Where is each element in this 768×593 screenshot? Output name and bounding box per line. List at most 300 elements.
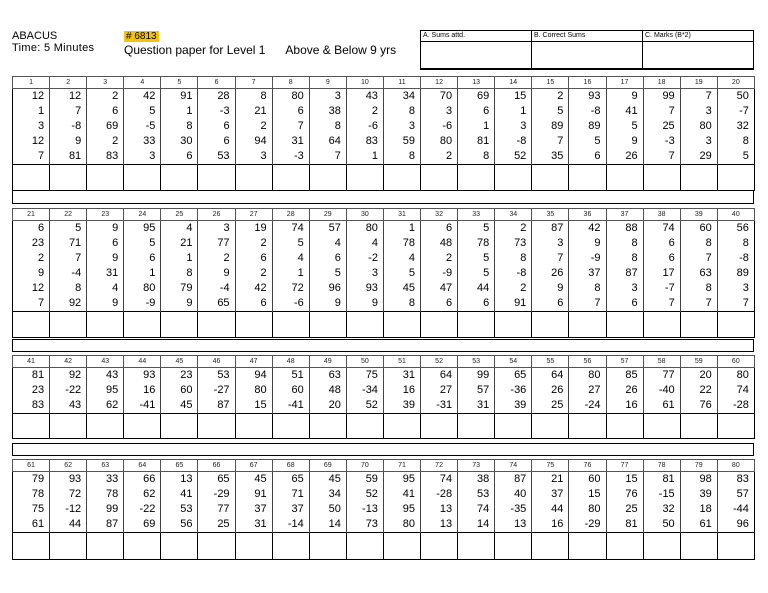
- number-cell: 31: [272, 134, 309, 149]
- number-cell: -29: [569, 517, 606, 533]
- time-label: Time: 5 Minutes: [12, 42, 95, 54]
- answer-box[interactable]: [198, 312, 235, 338]
- number-cell: 4: [383, 251, 420, 266]
- number-cell: 7: [643, 296, 680, 312]
- question-number: 59: [680, 356, 717, 368]
- number-cell: 87: [532, 221, 569, 237]
- number-cell: 98: [680, 472, 717, 488]
- answer-box[interactable]: [161, 312, 198, 338]
- answer-box[interactable]: [495, 414, 532, 439]
- number-cell: 80: [569, 502, 606, 517]
- number-cell: 59: [383, 134, 420, 149]
- number-cell: 2: [421, 149, 458, 165]
- question-number: 64: [124, 460, 161, 472]
- number-cell: 87: [87, 517, 124, 533]
- answer-box[interactable]: [50, 533, 87, 560]
- number-cell: 42: [124, 89, 161, 105]
- number-cell: 62: [87, 398, 124, 414]
- number-cell: 37: [532, 487, 569, 502]
- marks-field-correct-sums[interactable]: [532, 42, 643, 70]
- number-cell: 96: [717, 517, 754, 533]
- number-cell: -41: [272, 398, 309, 414]
- number-cell: -34: [346, 383, 383, 398]
- number-cell: 18: [680, 502, 717, 517]
- answer-box[interactable]: [532, 312, 569, 338]
- number-cell: 7: [50, 104, 87, 119]
- number-cell: 5: [458, 266, 495, 281]
- number-cell: 21: [532, 472, 569, 488]
- answer-box[interactable]: [680, 312, 717, 338]
- number-cell: -8: [717, 251, 754, 266]
- number-cell: 2: [495, 281, 532, 296]
- question-number: 9: [309, 77, 346, 89]
- number-cell: 1: [272, 266, 309, 281]
- number-cell: 6: [124, 251, 161, 266]
- number-cell: 23: [13, 236, 50, 251]
- number-cell: 43: [87, 368, 124, 384]
- answer-box[interactable]: [309, 165, 346, 191]
- number-cell: 8: [383, 149, 420, 165]
- number-cell: 8: [161, 266, 198, 281]
- number-cell: -3: [198, 104, 235, 119]
- number-cell: 38: [458, 472, 495, 488]
- number-cell: 7: [309, 149, 346, 165]
- answer-box[interactable]: [532, 533, 569, 560]
- number-cell: 83: [717, 472, 754, 488]
- number-cell: 2: [421, 251, 458, 266]
- answer-box[interactable]: [50, 312, 87, 338]
- marks-field-marks[interactable]: [643, 42, 754, 70]
- number-cell: 48: [421, 236, 458, 251]
- number-cell: 60: [272, 383, 309, 398]
- answer-box[interactable]: [309, 414, 346, 439]
- answer-box[interactable]: [680, 414, 717, 439]
- number-cell: 14: [309, 517, 346, 533]
- question-number: 77: [606, 460, 643, 472]
- answer-box[interactable]: [421, 312, 458, 338]
- answer-box[interactable]: [606, 533, 643, 560]
- answer-box[interactable]: [124, 165, 161, 191]
- number-cell: 64: [532, 368, 569, 384]
- number-cell: -12: [50, 502, 87, 517]
- answer-box[interactable]: [50, 165, 87, 191]
- number-row: [13, 502, 755, 517]
- answer-box[interactable]: [383, 414, 420, 439]
- answer-box[interactable]: [272, 414, 309, 439]
- answer-box[interactable]: [235, 165, 272, 191]
- number-cell: 74: [643, 221, 680, 237]
- number-cell: 87: [495, 472, 532, 488]
- number-cell: 3: [198, 221, 235, 237]
- number-row: [13, 149, 755, 165]
- answer-box[interactable]: [569, 312, 606, 338]
- question-number: 21: [13, 209, 50, 221]
- answer-box[interactable]: [643, 312, 680, 338]
- answer-box[interactable]: [13, 312, 50, 338]
- number-cell: 27: [421, 383, 458, 398]
- answer-box[interactable]: [717, 414, 754, 439]
- number-cell: 13: [495, 517, 532, 533]
- number-cell: 5: [606, 119, 643, 134]
- question-number: 15: [532, 77, 569, 89]
- number-cell: 3: [606, 281, 643, 296]
- number-cell: -4: [50, 266, 87, 281]
- number-cell: 1: [346, 149, 383, 165]
- answer-box[interactable]: [235, 312, 272, 338]
- number-cell: 5: [50, 221, 87, 237]
- answer-box[interactable]: [50, 414, 87, 439]
- number-cell: 80: [383, 517, 420, 533]
- number-cell: 79: [13, 472, 50, 488]
- question-number: 33: [458, 209, 495, 221]
- number-cell: 6: [161, 149, 198, 165]
- answer-box[interactable]: [124, 414, 161, 439]
- number-cell: 83: [87, 149, 124, 165]
- number-cell: 92: [50, 368, 87, 384]
- number-cell: 50: [643, 517, 680, 533]
- number-cell: 5: [272, 236, 309, 251]
- marks-col-marks: C. Marks (B*2): [643, 31, 754, 42]
- answer-box[interactable]: [161, 533, 198, 560]
- number-cell: 22: [680, 383, 717, 398]
- number-cell: 38: [309, 104, 346, 119]
- answer-box[interactable]: [272, 165, 309, 191]
- number-cell: 9: [87, 221, 124, 237]
- number-cell: 3: [680, 104, 717, 119]
- question-number: 27: [235, 209, 272, 221]
- number-cell: 88: [606, 221, 643, 237]
- number-cell: -8: [495, 266, 532, 281]
- number-cell: 59: [346, 472, 383, 488]
- answer-box[interactable]: [680, 165, 717, 191]
- number-cell: -28: [421, 487, 458, 502]
- number-cell: 4: [87, 281, 124, 296]
- number-cell: 45: [235, 472, 272, 488]
- answer-box[interactable]: [198, 165, 235, 191]
- answer-box[interactable]: [569, 414, 606, 439]
- number-cell: 2: [235, 236, 272, 251]
- number-cell: 6: [606, 296, 643, 312]
- answer-box[interactable]: [235, 414, 272, 439]
- number-cell: 6: [643, 251, 680, 266]
- answer-box[interactable]: [87, 533, 124, 560]
- number-cell: 12: [50, 89, 87, 105]
- number-cell: 80: [717, 368, 754, 384]
- question-number: 4: [124, 77, 161, 89]
- number-cell: 16: [383, 383, 420, 398]
- answer-box[interactable]: [124, 312, 161, 338]
- number-cell: 5: [124, 236, 161, 251]
- number-cell: 87: [198, 398, 235, 414]
- number-cell: 9: [309, 296, 346, 312]
- answer-box[interactable]: [309, 312, 346, 338]
- answer-box[interactable]: [421, 165, 458, 191]
- number-cell: 17: [643, 266, 680, 281]
- answer-box[interactable]: [87, 165, 124, 191]
- answer-box[interactable]: [532, 414, 569, 439]
- number-cell: 72: [50, 487, 87, 502]
- number-cell: -7: [717, 104, 754, 119]
- number-cell: 60: [680, 221, 717, 237]
- answer-box[interactable]: [569, 533, 606, 560]
- number-cell: 85: [606, 368, 643, 384]
- number-cell: 91: [161, 89, 198, 105]
- number-cell: 95: [383, 472, 420, 488]
- number-cell: 3: [495, 119, 532, 134]
- number-cell: 42: [235, 281, 272, 296]
- number-cell: 27: [569, 383, 606, 398]
- answer-box[interactable]: [606, 414, 643, 439]
- answer-box[interactable]: [383, 165, 420, 191]
- number-row: [13, 89, 755, 105]
- question-number: 34: [495, 209, 532, 221]
- number-cell: 6: [198, 119, 235, 134]
- question-number: 31: [383, 209, 420, 221]
- number-cell: 43: [346, 89, 383, 105]
- number-cell: 87: [606, 266, 643, 281]
- number-row: [13, 119, 755, 134]
- number-cell: 78: [87, 487, 124, 502]
- question-number: 47: [235, 356, 272, 368]
- answer-box[interactable]: [87, 312, 124, 338]
- number-cell: 28: [198, 89, 235, 105]
- number-cell: 45: [161, 398, 198, 414]
- answer-box[interactable]: [346, 414, 383, 439]
- answer-box[interactable]: [161, 414, 198, 439]
- question-number: 55: [532, 356, 569, 368]
- answer-box[interactable]: [13, 533, 50, 560]
- question-number: 79: [680, 460, 717, 472]
- marks-field-sums-attd[interactable]: [421, 42, 532, 70]
- answer-box[interactable]: [198, 414, 235, 439]
- answer-box[interactable]: [717, 165, 754, 191]
- number-cell: 57: [717, 487, 754, 502]
- question-number: 23: [87, 209, 124, 221]
- number-cell: 8: [383, 104, 420, 119]
- number-cell: 35: [532, 149, 569, 165]
- number-cell: 26: [532, 266, 569, 281]
- number-cell: 45: [383, 281, 420, 296]
- answer-box[interactable]: [495, 533, 532, 560]
- answer-box[interactable]: [717, 533, 754, 560]
- number-cell: 8: [495, 251, 532, 266]
- number-cell: 53: [198, 149, 235, 165]
- answer-box[interactable]: [606, 165, 643, 191]
- number-cell: 25: [643, 119, 680, 134]
- number-cell: 8: [606, 251, 643, 266]
- number-cell: 73: [495, 236, 532, 251]
- number-cell: 75: [346, 368, 383, 384]
- question-number: 19: [680, 77, 717, 89]
- section-spacer: [12, 190, 754, 204]
- number-cell: 42: [569, 221, 606, 237]
- answer-box[interactable]: [309, 533, 346, 560]
- answer-box[interactable]: [161, 165, 198, 191]
- question-number: 74: [495, 460, 532, 472]
- answer-box[interactable]: [495, 165, 532, 191]
- answer-box[interactable]: [421, 414, 458, 439]
- number-cell: 6: [87, 104, 124, 119]
- number-cell: 9: [198, 266, 235, 281]
- number-cell: 9: [87, 251, 124, 266]
- question-number: 76: [569, 460, 606, 472]
- number-cell: 7: [643, 104, 680, 119]
- question-number: 62: [50, 460, 87, 472]
- number-cell: 61: [13, 517, 50, 533]
- paper-code-badge: # 6813: [126, 31, 157, 42]
- answer-box[interactable]: [13, 165, 50, 191]
- number-cell: 95: [124, 221, 161, 237]
- answer-box[interactable]: [643, 414, 680, 439]
- number-cell: 23: [13, 383, 50, 398]
- number-cell: 39: [495, 398, 532, 414]
- question-number-row: [13, 77, 755, 89]
- number-cell: 1: [383, 221, 420, 237]
- number-cell: 81: [643, 472, 680, 488]
- number-cell: 74: [421, 472, 458, 488]
- brand-label: ABACUS: [12, 30, 58, 42]
- answer-box[interactable]: [346, 312, 383, 338]
- number-cell: 53: [198, 368, 235, 384]
- number-cell: 3: [383, 119, 420, 134]
- number-cell: 9: [346, 296, 383, 312]
- number-cell: 37: [569, 266, 606, 281]
- number-cell: -8: [569, 104, 606, 119]
- answer-box[interactable]: [124, 533, 161, 560]
- number-cell: 8: [161, 119, 198, 134]
- answer-box[interactable]: [680, 533, 717, 560]
- question-number: 65: [161, 460, 198, 472]
- number-cell: 12: [13, 134, 50, 149]
- answer-box[interactable]: [13, 414, 50, 439]
- number-cell: 15: [569, 487, 606, 502]
- number-cell: 31: [235, 517, 272, 533]
- answer-box[interactable]: [198, 533, 235, 560]
- question-section-1: [12, 76, 755, 191]
- number-cell: 53: [161, 502, 198, 517]
- answer-box[interactable]: [532, 165, 569, 191]
- number-cell: 69: [458, 89, 495, 105]
- number-cell: 3: [421, 104, 458, 119]
- number-cell: 1: [161, 104, 198, 119]
- answer-box[interactable]: [643, 165, 680, 191]
- answer-box[interactable]: [717, 312, 754, 338]
- number-cell: -41: [124, 398, 161, 414]
- question-number: 51: [383, 356, 420, 368]
- number-cell: 74: [458, 502, 495, 517]
- answer-box[interactable]: [383, 533, 420, 560]
- number-cell: 6: [235, 251, 272, 266]
- question-number: 46: [198, 356, 235, 368]
- answer-box[interactable]: [346, 165, 383, 191]
- number-cell: 1: [495, 104, 532, 119]
- question-number: 38: [643, 209, 680, 221]
- question-number: 18: [643, 77, 680, 89]
- question-number: 32: [421, 209, 458, 221]
- question-number: 10: [346, 77, 383, 89]
- number-cell: 53: [458, 487, 495, 502]
- number-cell: 31: [458, 398, 495, 414]
- question-number: 67: [235, 460, 272, 472]
- number-cell: 30: [161, 134, 198, 149]
- answer-box[interactable]: [495, 312, 532, 338]
- answer-box[interactable]: [458, 312, 495, 338]
- number-cell: -6: [421, 119, 458, 134]
- question-number: 30: [346, 209, 383, 221]
- answer-box[interactable]: [346, 533, 383, 560]
- number-cell: 3: [124, 149, 161, 165]
- number-cell: 7: [13, 296, 50, 312]
- question-number: 3: [87, 77, 124, 89]
- number-cell: 4: [161, 221, 198, 237]
- question-number: 66: [198, 460, 235, 472]
- number-cell: 64: [309, 134, 346, 149]
- number-cell: 6: [309, 251, 346, 266]
- answer-box[interactable]: [569, 165, 606, 191]
- answer-box[interactable]: [458, 165, 495, 191]
- answer-box[interactable]: [458, 533, 495, 560]
- number-cell: 1: [161, 251, 198, 266]
- number-cell: 74: [717, 383, 754, 398]
- number-cell: -31: [421, 398, 458, 414]
- number-cell: 93: [124, 368, 161, 384]
- number-cell: 6: [458, 296, 495, 312]
- number-row: [13, 487, 755, 502]
- number-cell: 63: [309, 368, 346, 384]
- answer-box[interactable]: [272, 533, 309, 560]
- number-cell: 5: [458, 251, 495, 266]
- number-cell: 41: [606, 104, 643, 119]
- number-cell: 4: [272, 251, 309, 266]
- number-cell: 83: [346, 134, 383, 149]
- number-cell: 95: [383, 502, 420, 517]
- answer-box[interactable]: [87, 414, 124, 439]
- number-cell: 81: [50, 149, 87, 165]
- number-cell: -2: [346, 251, 383, 266]
- question-number: 14: [495, 77, 532, 89]
- answer-box[interactable]: [272, 312, 309, 338]
- number-cell: 1: [124, 266, 161, 281]
- answer-box[interactable]: [606, 312, 643, 338]
- answer-box[interactable]: [383, 312, 420, 338]
- paper-header: [12, 30, 754, 68]
- number-row: [13, 296, 755, 312]
- number-cell: 95: [87, 383, 124, 398]
- number-cell: 65: [272, 472, 309, 488]
- number-cell: 6: [235, 296, 272, 312]
- number-cell: -9: [569, 251, 606, 266]
- number-cell: 21: [235, 104, 272, 119]
- answer-box[interactable]: [643, 533, 680, 560]
- number-row: [13, 236, 755, 251]
- number-row: [13, 266, 755, 281]
- question-number: 22: [50, 209, 87, 221]
- number-cell: 13: [421, 517, 458, 533]
- number-cell: 2: [235, 119, 272, 134]
- answer-box[interactable]: [458, 414, 495, 439]
- number-cell: 81: [458, 134, 495, 149]
- answer-box[interactable]: [235, 533, 272, 560]
- number-cell: 57: [458, 383, 495, 398]
- answer-box[interactable]: [421, 533, 458, 560]
- number-row: [13, 517, 755, 533]
- number-cell: -44: [717, 502, 754, 517]
- number-cell: 6: [421, 221, 458, 237]
- question-number: 49: [309, 356, 346, 368]
- question-number: 52: [421, 356, 458, 368]
- number-cell: 77: [198, 236, 235, 251]
- question-number: 29: [309, 209, 346, 221]
